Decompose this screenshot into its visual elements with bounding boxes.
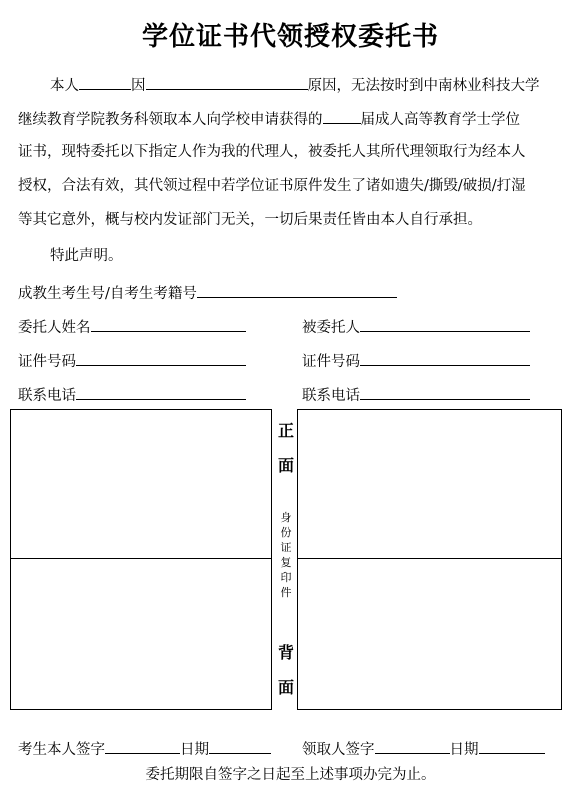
- student-signature-blank[interactable]: [105, 737, 180, 754]
- agent-phone-field: [302, 383, 530, 407]
- principal-phone-blank[interactable]: [76, 383, 246, 400]
- back-label-2: 面: [277, 678, 294, 697]
- paragraph-line-4: 授权，合法有效，其代领过程中若学位证书原件发生了诸如遗失/撕毁/破损/打湿: [18, 178, 526, 194]
- front-label-2: 面: [277, 456, 294, 475]
- text-segment: 届成人高等教育学士学位: [360, 112, 520, 128]
- session-blank[interactable]: [323, 107, 361, 124]
- agent-id-blank[interactable]: [360, 349, 530, 366]
- field-label: 日期: [180, 742, 209, 758]
- principal-phone-field: [18, 383, 246, 407]
- field-label: 联系电话: [302, 388, 360, 404]
- agent-signature-blank[interactable]: [375, 737, 450, 754]
- principal-id-field: [18, 349, 246, 373]
- student-signature-field: [18, 737, 271, 761]
- field-label: 成教生考生号/自考生考籍号: [18, 286, 197, 302]
- reason-blank[interactable]: [146, 73, 308, 90]
- box-divider: [298, 558, 561, 559]
- agent-date-blank[interactable]: [479, 737, 545, 754]
- principal-name-blank[interactable]: [91, 315, 246, 332]
- text-segment: 原因，无法按时到中南林业科技大学: [307, 78, 540, 94]
- agent-name-field: [302, 315, 530, 339]
- agent-name-blank[interactable]: [360, 315, 530, 332]
- back-label-1: 背: [277, 643, 294, 662]
- field-label: 被委托人: [302, 320, 360, 336]
- caption-char: 印: [280, 571, 292, 584]
- exam-number-blank[interactable]: [197, 281, 397, 298]
- principal-id-blank[interactable]: [76, 349, 246, 366]
- validity-note: 委托期限自签字之日起至上述事项办完为止。: [145, 767, 436, 783]
- id-copy-caption: [277, 510, 295, 600]
- paragraph-line-3: 证书，现特委托以下指定人作为我的代理人，被委托人其所代理领取行为经本人: [18, 144, 526, 160]
- text-segment: 因: [131, 78, 146, 94]
- field-label: 日期: [449, 742, 479, 758]
- principal-id-copy-box: [10, 409, 272, 710]
- caption-char: 复: [280, 556, 292, 569]
- document-title: 学位证书代领授权委托书: [141, 22, 439, 52]
- front-label-1: 正: [277, 421, 294, 440]
- field-label: 联系电话: [18, 388, 76, 404]
- agent-phone-blank[interactable]: [360, 383, 530, 400]
- agent-id-field: [302, 349, 530, 373]
- agent-signature-field: [302, 737, 545, 761]
- field-label: 证件号码: [302, 354, 360, 370]
- exam-number-field: [18, 281, 397, 305]
- field-label: 委托人姓名: [18, 320, 91, 336]
- paragraph-line-1: [50, 73, 540, 95]
- caption-char: 件: [280, 586, 292, 599]
- caption-char: 证: [280, 541, 292, 554]
- principal-name-field: [18, 315, 246, 339]
- field-label: 证件号码: [18, 354, 76, 370]
- field-label: 考生本人签字: [18, 742, 105, 758]
- paragraph-line-2: [18, 107, 520, 129]
- text-segment: 本人: [50, 78, 79, 94]
- paragraph-line-5: 等其它意外，概与校内发证部门无关，一切后果责任皆由本人自行承担。: [18, 212, 482, 228]
- name-blank[interactable]: [79, 73, 131, 90]
- caption-char: 身: [280, 511, 292, 524]
- agent-id-copy-box: [297, 409, 562, 710]
- caption-char: 份: [280, 526, 292, 539]
- field-label: 领取人签字: [302, 742, 375, 758]
- text-segment: 继续教育学院教务科领取本人向学校申请获得的: [18, 112, 323, 128]
- student-date-blank[interactable]: [209, 737, 271, 754]
- declaration-text: 特此声明。: [50, 248, 123, 264]
- box-divider: [11, 558, 271, 559]
